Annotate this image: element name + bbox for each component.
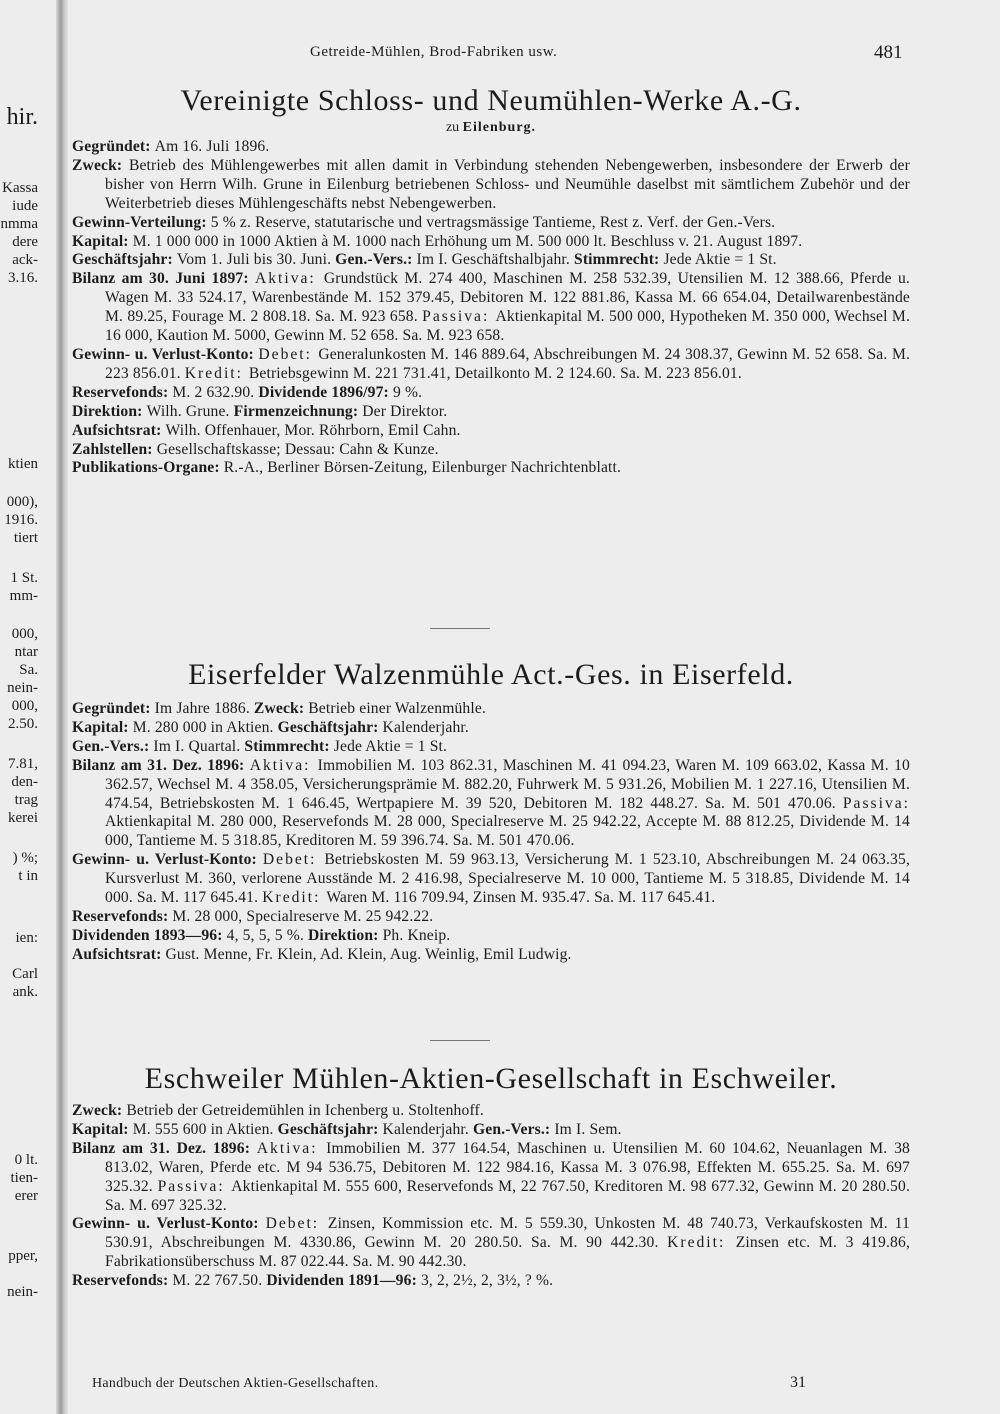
entry-text: M. 22 767.50.	[172, 1272, 267, 1290]
margin-fragment: Kassa	[2, 180, 38, 196]
account-side-label: Aktiva:	[254, 270, 324, 288]
entry-text: Waren M. 116 709.94, Zinsen M. 935.47. Sa. M. 117 645.41.	[326, 889, 716, 907]
entry-label: Kapital:	[72, 232, 133, 250]
entry-label: Stimmrecht:	[244, 737, 334, 755]
margin-fragment: 000,	[11, 626, 38, 642]
entry-label: Gewinn- u. Verlust-Konto:	[72, 345, 259, 363]
account-side-label: Debet:	[265, 1215, 328, 1233]
entry-text: Im I. Sem.	[554, 1120, 622, 1138]
entry-text: 4, 5, 5, 5 %.	[226, 926, 308, 944]
company-section-2	[72, 658, 910, 965]
footer-publication: Handbuch der Deutschen Aktien-Gesellschaften.	[92, 1376, 379, 1391]
entry-paragraph	[72, 1215, 910, 1272]
entry-text: Generalunkosten M. 146 889.64, Abschreibungen M. 24 308.37, Gewinn M. 52 658. Sa. M. 223 856.01.	[105, 345, 911, 382]
entry-label: Reservefonds:	[72, 383, 173, 401]
footer-signature-mark: 31	[790, 1374, 806, 1391]
entry-text: Betrieb einer Walzenmühle.	[308, 700, 486, 717]
account-side-label: Debet:	[262, 851, 325, 869]
entry-label: Firmenzeichnung:	[233, 402, 363, 420]
entry-text: Der Direktor.	[362, 402, 448, 420]
entry-text: M. 555 600 in Aktien.	[132, 1120, 278, 1138]
entry-text: Im I. Geschäftshalbjahr.	[416, 251, 575, 269]
entry-text: Gesellschaftskasse; Dessau: Cahn & Kunze.	[156, 440, 439, 458]
entry-text: Grundstück M. 274 400, Maschinen M. 258 532.39, Utensilien M. 12 388.66, Pferde u. Wagen M. 33 524.17, Warenbestände M. 152 379.45, Debitoren M. 122 881.86, Kassa M. 66 654.04, Detailwarenbestände M. 89.25, Fourage M. 2 808.18. Sa. M. 923 658.	[105, 270, 910, 326]
margin-fragment: nein-	[7, 680, 38, 696]
entry-paragraph	[72, 851, 910, 908]
margin-fragment: ) %;	[12, 850, 38, 866]
entry-paragraph	[72, 1272, 910, 1291]
location-place: Eilenburg.	[462, 120, 537, 135]
entry-label: Geschäftsjahr:	[277, 718, 383, 736]
entry-label: Gegründet:	[72, 700, 155, 717]
entry-label: Gewinn- u. Verlust-Konto:	[72, 1215, 266, 1233]
entry-paragraph	[72, 384, 910, 403]
margin-fragment: ack-	[12, 252, 38, 268]
entry-paragraph	[72, 700, 910, 719]
entry-label: Gen.-Vers.:	[72, 737, 154, 755]
account-side-label: Aktiva:	[256, 1139, 327, 1157]
account-side-label: Aktiva:	[249, 756, 318, 774]
margin-fragment: nmma	[0, 216, 38, 232]
entry-label: Bilanz am 30. Juni 1897:	[72, 270, 255, 288]
entry-text: Immobilien M. 377 164.54, Maschinen u. Utensilien M. 60 104.62, Neuanlagen M. 38 813.02, Waren, Pferde etc. M 94 536.75, Debitoren M. 122 984.16, Kassa M. 3 076.98, Effekten M. 655.25. Sa. M. 697 325.32.	[105, 1139, 910, 1195]
company-title: Eschweiler Mühlen-Aktien-Gesellschaft in Eschweiler.	[144, 1062, 838, 1095]
margin-fragment: 000,	[11, 698, 38, 714]
entry-text: 5 % z. Reserve, statutarische und vertragsmässige Tantieme, Rest z. Verf. der Gen.-Vers.	[210, 213, 776, 231]
entry-label: Bilanz am 31. Dez. 1896:	[72, 756, 250, 774]
entry-paragraph	[72, 1140, 910, 1216]
entry-paragraph	[72, 908, 910, 927]
margin-fragment: 1916.	[4, 512, 38, 528]
margin-fragment: 2.50.	[8, 716, 38, 732]
company-location	[72, 120, 910, 136]
entry-text: Aktienkapital M. 500 000, Hypotheken M. 350 000, Wechsel M. 16 000, Kaution M. 5000, Gewinn M. 52 658. Sa. M. 923 658.	[105, 308, 910, 345]
entry-label: Dividenden 1893—96:	[72, 926, 227, 944]
margin-fragment: ktien	[8, 456, 38, 472]
margin-fragment: 3.16.	[8, 270, 38, 286]
entry-text: Gust. Menne, Fr. Klein, Ad. Klein, Aug. Weinlig, Emil Ludwig.	[165, 945, 572, 963]
margin-fragment: nein-	[7, 1284, 38, 1300]
entry-paragraph	[72, 270, 910, 346]
margin-fragment: ien:	[15, 930, 38, 946]
margin-fragment: den-	[11, 774, 38, 790]
running-header: Getreide-Mühlen, Brod-Fabriken usw.	[310, 44, 558, 60]
entry-label: Gen.-Vers.:	[335, 251, 417, 269]
page-number: 481	[874, 42, 903, 63]
company-title: Eiserfelder Walzenmühle Act.-Ges. in Eiserfeld.	[188, 658, 794, 691]
entry-text: Immobilien M. 103 862.31, Maschinen M. 41 094.23, Waren M. 109 663.02, Kassa M. 10 362.57, Wechsel M. 4 358.05, Versicherungsprämie M. 882.20, Fuhrwerk M. 5 931.26, Mobilien M. 1 227.16, Utensilien M. 474.54, Betriebskosten M. 1 646.45, Wertpapiere M. 39 520, Debitoren M. 182 448.27. Sa. M. 501 470.06.	[105, 756, 910, 812]
entry-paragraph	[72, 422, 910, 441]
company-section-1	[72, 84, 910, 478]
entry-paragraph	[72, 1121, 910, 1140]
margin-fragment: 0 lt.	[14, 1152, 38, 1168]
entry-paragraph	[72, 233, 910, 252]
account-side-label: Passiva:	[842, 794, 910, 812]
entry-text: 3, 2, 2½, 2, 3½, ? %.	[420, 1272, 554, 1290]
entry-text: Ph. Kneip.	[382, 926, 451, 944]
location-prefix: zu	[445, 120, 460, 135]
section-divider	[430, 628, 490, 629]
entry-text: Aktienkapital M. 280 000, Reservefonds M. 28 000, Specialreserve M. 25 942.22, Accepte M. 88 812.25, Dividende M. 14 000, Tantieme M. 5 318.85, Kreditoren M. 59 396.74. Sa. M. 501 470.06.	[105, 813, 910, 850]
entry-label: Gewinn- u. Verlust-Konto:	[72, 851, 263, 869]
entry-text: 9 %.	[392, 383, 423, 401]
margin-fragment: Carl	[12, 966, 38, 982]
facing-page-margin-fragments	[0, 0, 40, 1414]
entry-paragraph	[72, 927, 910, 946]
company-section-3	[72, 1062, 910, 1291]
entry-text: Kalenderjahr.	[382, 718, 469, 736]
company-entries	[72, 700, 910, 965]
company-entries	[72, 1102, 910, 1291]
margin-fragment: trag	[14, 792, 38, 808]
margin-fragment: tiert	[13, 530, 38, 546]
entry-label: Dividenden 1891—96:	[266, 1272, 421, 1290]
entry-label: Direktion:	[308, 926, 383, 944]
entry-label: Kapital:	[72, 1120, 133, 1138]
entry-paragraph	[72, 157, 910, 214]
entry-paragraph	[72, 757, 910, 852]
entry-paragraph	[72, 441, 910, 460]
account-side-label: Kredit:	[667, 1234, 736, 1252]
margin-fragment: kerei	[8, 810, 38, 826]
entry-label: Reservefonds:	[72, 907, 173, 925]
entry-text: M. 1 000 000 in 1000 Aktien à M. 1000 nach Erhöhung um M. 500 000 lt. Beschluss v. 21. August 1897.	[132, 232, 803, 250]
entry-label: Geschäftsjahr:	[72, 251, 177, 269]
entry-text: Zinsen etc. M. 3 419.86, Fabrikationsüberschuss M. 87 022.44. Sa. M. 90 442.30.	[105, 1234, 910, 1271]
entry-label: Zahlstellen:	[72, 440, 157, 458]
margin-fragment: 000),	[6, 494, 38, 510]
margin-fragment: 1 St.	[10, 570, 38, 586]
entry-label: Zweck:	[72, 1102, 127, 1119]
entry-text: R.-A., Berliner Börsen-Zeitung, Eilenburger Nachrichtenblatt.	[223, 459, 622, 477]
entry-label: Direktion:	[72, 402, 147, 420]
entry-paragraph	[72, 346, 910, 384]
entry-text: Betriebskosten M. 59 963.13, Versicherung M. 1 523.10, Abschreibungen M. 24 063.35, Kursverlust M. 360, verlorene Ausstände M. 2 416.98, Specialreserve M. 10 000, Tantieme M. 5 318.85, Dividende M. 14 000. Sa. M. 117 645.41.	[105, 851, 910, 907]
margin-fragment: t in	[18, 868, 38, 884]
entry-paragraph	[72, 251, 910, 270]
margin-fragment: erer	[14, 1188, 38, 1204]
entry-label: Aufsichtsrat:	[72, 421, 166, 439]
entry-paragraph	[72, 1102, 910, 1121]
entry-text: Zinsen, Kommission etc. M. 5 559.30, Unkosten M. 48 740.73, Verkaufskosten M. 11 530.91, Abschreibungen M. 4330.86, Gewinn M. 20 280.50. Sa. M. 90 442.30.	[105, 1215, 910, 1252]
entry-paragraph	[72, 403, 910, 422]
entry-text: Im Jahre 1886.	[154, 700, 254, 717]
account-side-label: Kredit:	[184, 364, 249, 382]
entry-text: Wilh. Grune.	[146, 402, 234, 420]
margin-fragment: dere	[12, 234, 38, 250]
entry-text: Wilh. Offenhauer, Mor. Röhrborn, Emil Cahn.	[165, 421, 461, 439]
margin-fragment: hir.	[6, 104, 38, 130]
entry-text: Jede Aktie = 1 St.	[333, 737, 448, 755]
entry-label: Gewinn-Verteilung:	[72, 213, 211, 231]
account-side-label: Debet:	[258, 345, 319, 363]
entry-text: Vom 1. Juli bis 30. Juni.	[176, 251, 336, 269]
account-side-label: Passiva:	[157, 1177, 232, 1195]
entry-label: Kapital:	[72, 718, 133, 736]
entry-text: M. 28 000, Specialreserve M. 25 942.22.	[172, 907, 434, 925]
book-gutter	[56, 0, 68, 1414]
entry-text: Aktienkapital M. 555 600, Reservefonds M, 22 767.50, Kreditoren M. 98 677.32, Gewinn M. 20 280.50. Sa. M. 697 325.32.	[105, 1177, 911, 1214]
margin-fragment: iude	[12, 198, 38, 214]
margin-fragment: mm-	[9, 588, 38, 604]
entry-text: Betrieb der Getreidemühlen in Ichenberg u. Stoltenhoff.	[126, 1102, 484, 1119]
entry-label: Geschäftsjahr:	[277, 1120, 383, 1138]
margin-fragment: Sa.	[19, 662, 38, 678]
entry-label: Gegründet:	[72, 138, 155, 155]
entry-label: Bilanz am 31. Dez. 1896:	[72, 1139, 257, 1157]
entry-paragraph	[72, 138, 910, 157]
margin-fragment: ntar	[14, 644, 38, 660]
entry-label: Stimmrecht:	[574, 251, 664, 269]
entry-text: Betrieb des Mühlengewerbes mit allen damit in Verbindung stehenden Nebengewerben, insbesondere der Erwerb der bisher von Herrn Wilh. Grune in Eilenburg betriebenen Schloss- und Neumühle daselbst mit sämtlichem Zubehör und der Weiterbetrieb dieses Mühlengeschäfts nebst Nebengewerben.	[105, 156, 910, 212]
margin-fragment: tien-	[10, 1170, 38, 1186]
section-divider	[430, 1040, 490, 1041]
account-side-label: Passiva:	[422, 308, 496, 326]
entry-label: Zweck:	[253, 700, 309, 717]
entry-paragraph	[72, 719, 910, 738]
entry-label: Publikations-Organe:	[72, 459, 224, 477]
entry-text: Im I. Quartal.	[153, 737, 245, 755]
entry-label: Reservefonds:	[72, 1272, 173, 1290]
margin-fragment: pper,	[8, 1248, 38, 1264]
entry-label: Gen.-Vers.:	[472, 1120, 555, 1138]
entry-label: Aufsichtsrat:	[72, 945, 166, 963]
entry-text: Jede Aktie = 1 St.	[663, 251, 777, 269]
entry-text: Am 16. Juli 1896.	[154, 138, 270, 155]
entry-paragraph	[72, 459, 910, 478]
entry-paragraph	[72, 738, 910, 757]
company-title: Vereinigte Schloss- und Neumühlen-Werke A.-G.	[180, 84, 802, 117]
entry-label: Zweck:	[72, 156, 129, 174]
company-entries	[72, 138, 910, 478]
entry-paragraph	[72, 946, 910, 965]
margin-fragment: 7.81,	[8, 756, 38, 772]
margin-fragment: ank.	[12, 984, 38, 1000]
entry-text: M. 2 632.90.	[172, 383, 259, 401]
entry-text: Betriebsgewinn M. 221 731.41, Detailkonto M. 2 124.60. Sa. M. 223 856.01.	[248, 364, 742, 382]
entry-label: Dividende 1896/97:	[258, 383, 393, 401]
account-side-label: Kredit:	[262, 889, 327, 907]
entry-text: M. 280 000 in Aktien.	[132, 718, 278, 736]
entry-text: Kalenderjahr.	[382, 1120, 473, 1138]
entry-paragraph	[72, 214, 910, 233]
